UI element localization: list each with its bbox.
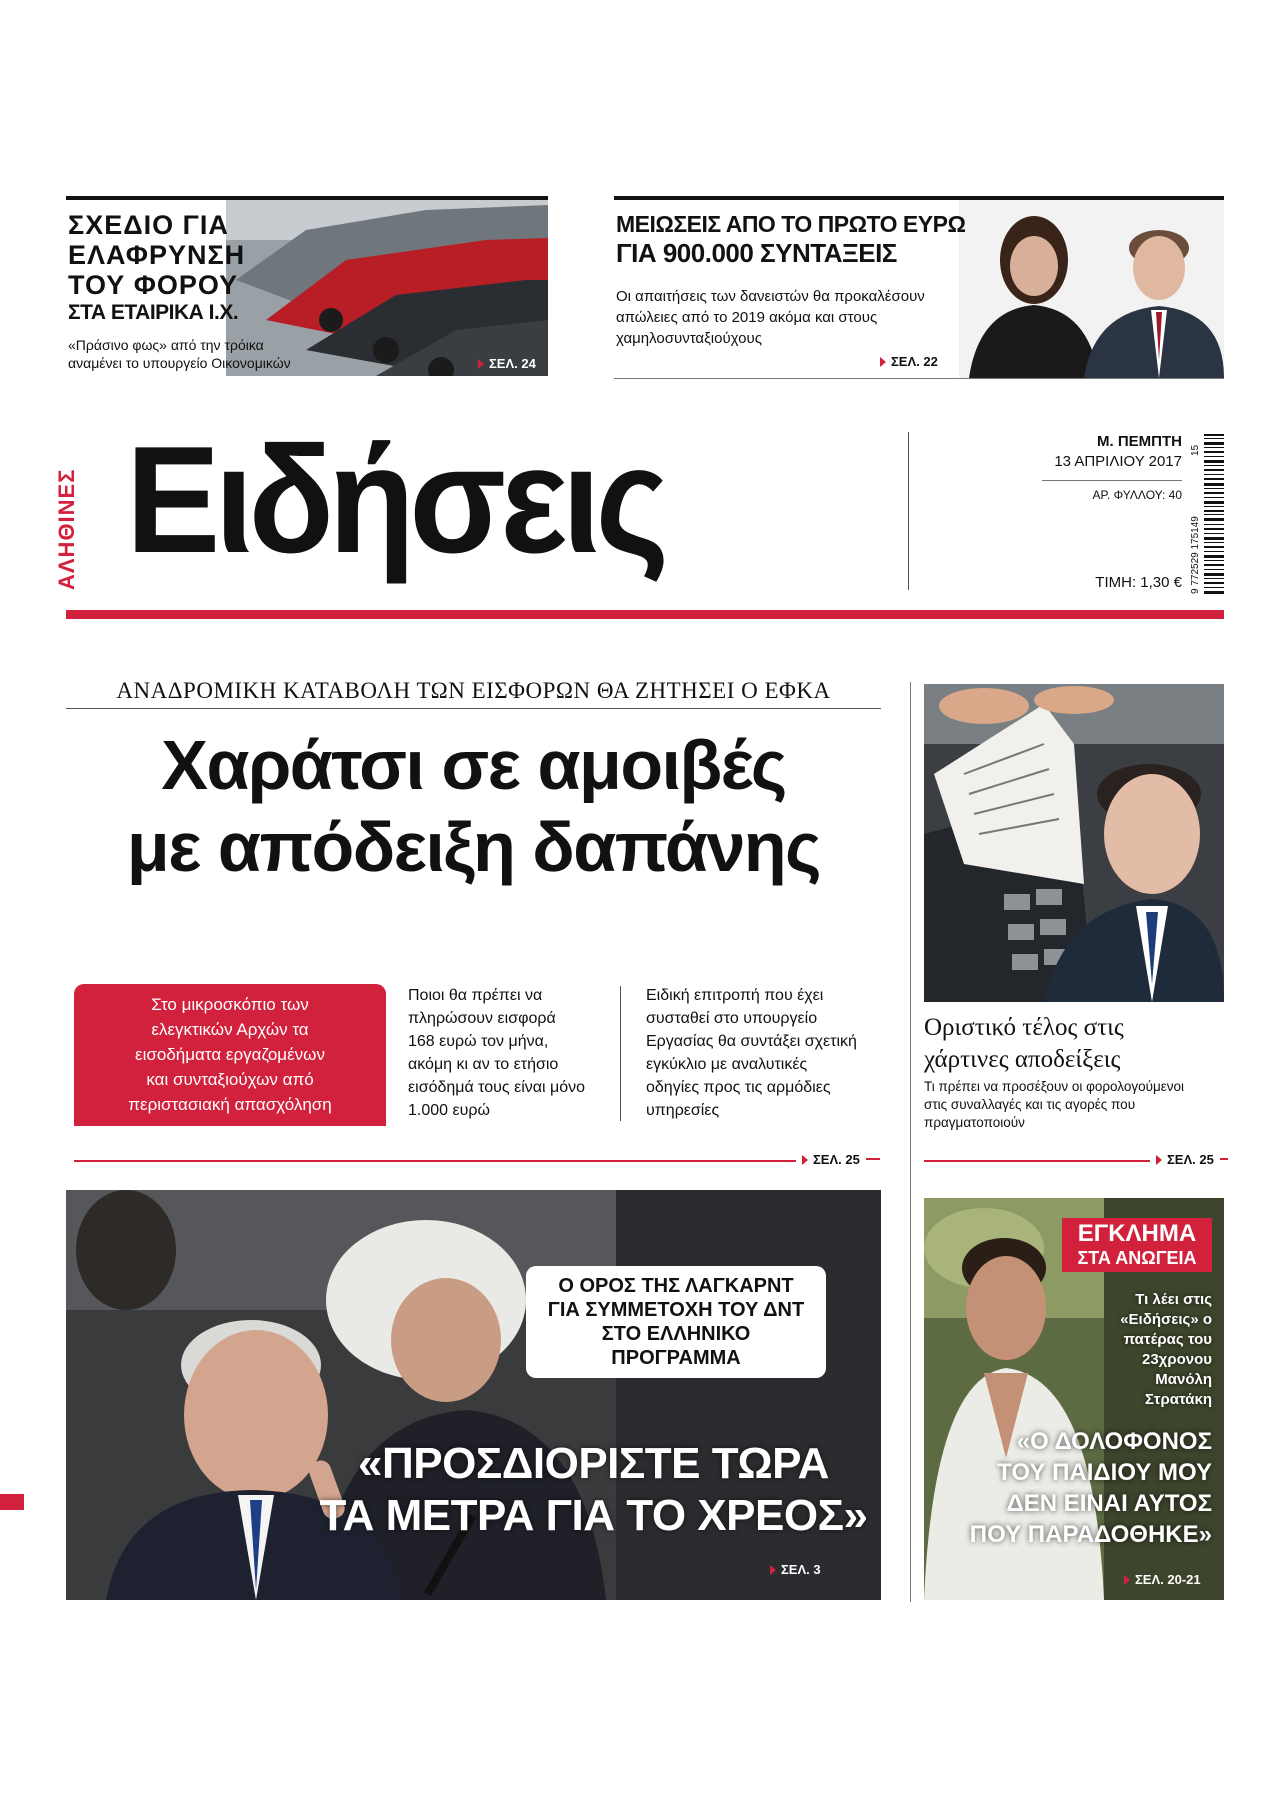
teaser-pensions-page-ref[interactable]: ΣΕΛ. 22 — [880, 354, 938, 369]
red-box-line-1: Στο μικροσκόπιο των — [151, 995, 309, 1014]
masthead-prefix: ΑΛΗΘΙΝΕΣ — [54, 468, 79, 590]
teaser-cars-title-3: ΤΟΥ ΦΟΡΟΥ — [68, 270, 239, 300]
crime-story[interactable] — [924, 1198, 1224, 1600]
col1-line: 168 ευρώ τον μήνα, — [408, 1033, 549, 1050]
col1-line: εισόδημά τους είναι μόνο — [408, 1079, 586, 1096]
teaser-cars-sub-2: αναμένει το υπουργείο Οικονομικών — [68, 355, 291, 371]
receipts-sub-1: Τι πρέπει να προσέξουν οι φορολογούμενοι — [924, 1079, 1185, 1094]
col2-line: συσταθεί στο υπουργείο — [646, 1010, 818, 1027]
crime-intro-line: Στρατάκη — [1145, 1391, 1212, 1408]
receipts-title-2: χάρτινες αποδείξεις — [924, 1046, 1121, 1073]
masthead-date: 13 ΑΠΡΙΛΙΟΥ 2017 — [1054, 453, 1182, 470]
imf-quote-1: «ΠΡΟΣΔΙΟΡΙΣΤΕ ΤΩΡΑ — [358, 1439, 829, 1488]
masthead-issue: ΑΡ. ΦΥΛΛΟΥ: 40 — [1092, 488, 1182, 502]
teaser-pensions-title-1: ΜΕΙΩΣΕΙΣ ΑΠΟ ΤΟ ΠΡΩΤΟ ΕΥΡΩ — [616, 211, 966, 237]
crime-page-ref[interactable]: ΣΕΛ. 20-21 — [1124, 1572, 1201, 1587]
kicker-rule — [66, 708, 881, 709]
arrow-right-icon — [880, 357, 886, 367]
teaser-cars-page-ref[interactable]: ΣΕΛ. 24 — [478, 356, 536, 371]
col2-line: Ειδική επιτροπή που έχει — [646, 987, 824, 1004]
dash-mark — [866, 1158, 880, 1160]
masthead — [54, 415, 1224, 620]
crime-intro-line: Μανόλη — [1155, 1371, 1212, 1388]
imf-box-line-1: Ο ΟΡΟΣ ΤΗΣ ΛΑΓΚΑΡΝΤ — [558, 1275, 794, 1297]
crime-intro-line: 23χρονου — [1142, 1351, 1212, 1368]
teaser-pensions-sub-1: Οι απαιτήσεις των δανειστών θα προκαλέσουν — [616, 288, 925, 305]
lead-col-divider — [620, 986, 621, 1121]
imf-box — [526, 1266, 826, 1378]
imf-story[interactable] — [66, 1190, 881, 1600]
col2-line: εγκύκλιο με αναλυτικές — [646, 1056, 808, 1073]
teaser-pensions-sub-3: χαμηλοσυνταξιούχους — [616, 330, 762, 347]
masthead-price: ΤΙΜΗ: 1,30 € — [1095, 574, 1182, 591]
receipts-title-1: Οριστικό τέλος στις — [924, 1014, 1124, 1041]
red-box-line-4: και συνταξιούχων από — [146, 1070, 314, 1089]
imf-quote-2: ΤΑ ΜΕΤΡΑ ΓΙΑ ΤΟ ΧΡΕΟΣ» — [319, 1491, 868, 1540]
edge-marker — [0, 1494, 24, 1510]
lead-col-2 — [646, 984, 876, 1122]
teaser-pensions-sub-2: απώλειες από το 2019 ακόμα και στους — [616, 309, 878, 326]
lead-page-ref[interactable]: ΣΕΛ. 25 — [802, 1152, 880, 1167]
masthead-logo[interactable]: Ειδήσεις — [126, 415, 664, 585]
receipts-bottom-rule — [924, 1160, 1150, 1162]
crime-intro-line: πατέρας του — [1123, 1331, 1212, 1348]
teaser-cars-sub-1: «Πράσινο φως» από την τρόικα — [68, 337, 264, 353]
crime-badge — [1062, 1218, 1212, 1272]
red-box-line-3: εισοδήματα εργαζομένων — [135, 1045, 325, 1064]
col2-line: οδηγίες προς τις αρμόδιες — [646, 1079, 831, 1096]
dash-mark — [1220, 1158, 1228, 1160]
crime-quote-line-3: ΔΕΝ ΕΙΝΑΙ ΑΥΤΟΣ — [1006, 1490, 1212, 1517]
crime-quote-line-2: ΤΟΥ ΠΑΙΔΙΟΥ ΜΟΥ — [997, 1459, 1212, 1486]
lead-kicker: ΑΝΑΔΡΟΜΙΚΗ ΚΑΤΑΒΟΛΗ ΤΩΝ ΕΙΣΦΟΡΩΝ ΘΑ ΖΗΤΗΣΕΙ Ο ΕΦΚΑ — [116, 678, 831, 703]
col2-line: υπηρεσίες — [646, 1102, 720, 1119]
ministers-photo — [959, 200, 1224, 378]
arrow-right-icon — [478, 359, 484, 369]
barcode-number: 9 772529 175149 — [1190, 516, 1201, 594]
masthead-red-bar — [66, 610, 1224, 619]
receipts-story[interactable] — [924, 684, 1224, 1174]
crime-badge-line-2: ΣΤΑ ΑΝΩΓΕΙΑ — [1077, 1248, 1197, 1268]
crime-badge-line-1: ΕΓΚΛΗΜΑ — [1077, 1220, 1197, 1247]
arrow-right-icon — [1156, 1155, 1162, 1165]
crime-intro-line: Τι λέει στις — [1135, 1291, 1212, 1308]
masthead-rule — [1042, 480, 1182, 481]
col1-line: ακόμη κι αν το ετήσιο — [408, 1056, 559, 1073]
barcode-addon: 15 — [1190, 444, 1201, 456]
col1-line: Ποιοι θα πρέπει να — [408, 987, 543, 1004]
receipts-page-ref[interactable]: ΣΕΛ. 25 — [1156, 1152, 1228, 1167]
teaser-cars-title-1: ΣΧΕΔΙΟ ΓΙΑ — [68, 210, 229, 240]
col1-line: πληρώσουν εισφορά — [408, 1010, 556, 1027]
receipts-sub-2: στις συναλλαγές και τις αγορές που — [924, 1097, 1136, 1112]
lead-col-1 — [408, 984, 598, 1122]
red-box-line-2: ελεγκτικών Αρχών τα — [151, 1020, 309, 1039]
arrow-right-icon — [770, 1565, 776, 1575]
crime-quote-line-1: «Ο ΔΟΛΟΦΟΝΟΣ — [1016, 1428, 1212, 1455]
crime-quote-line-4: ΠΟΥ ΠΑΡΑΔΟΘΗΚΕ» — [969, 1521, 1212, 1548]
lead-headline-2: με απόδειξη δαπάνης — [126, 808, 821, 886]
imf-box-line-2: ΓΙΑ ΣΥΜΜΕΤΟΧΗ ΤΟΥ ΔΝΤ — [547, 1299, 805, 1321]
imf-box-line-3: ΣΤΟ ΕΛΛΗΝΙΚΟ ΠΡΟΓΡΑΜΜΑ — [601, 1323, 751, 1369]
masthead-day: Μ. ΠΕΜΠΤΗ — [1097, 433, 1182, 450]
column-divider — [910, 682, 911, 1602]
teaser-pensions-title-2: ΓΙΑ 900.000 ΣΥΝΤΑΞΕΙΣ — [616, 238, 897, 268]
lead-headline-1: Χαράτσι σε αμοιβές — [161, 726, 786, 804]
imf-page-ref[interactable]: ΣΕΛ. 3 — [770, 1562, 821, 1577]
masthead-divider — [908, 432, 909, 590]
red-box-line-5: περιστασιακή απασχόληση — [128, 1095, 332, 1114]
teaser-cars-title-2: ΕΛΑΦΡΥΝΣΗ — [68, 240, 246, 270]
teaser-pensions[interactable] — [614, 196, 1224, 380]
lead-red-box — [74, 984, 386, 1126]
lead-bottom-rule — [74, 1160, 796, 1162]
lead-story[interactable] — [66, 676, 881, 1166]
receipts-sub-3: πραγματοποιούν — [924, 1115, 1025, 1130]
receipts-photo — [924, 684, 1224, 1002]
col1-line: 1.000 ευρώ — [408, 1102, 490, 1119]
teaser-bottom-rule — [614, 378, 1224, 379]
teaser-cars[interactable] — [66, 196, 548, 380]
crime-intro-line: «Ειδήσεις» ο — [1120, 1311, 1212, 1328]
teaser-cars-title-4: ΣΤΑ ΕΤΑΙΡΙΚΑ Ι.Χ. — [68, 301, 239, 324]
arrow-right-icon — [1124, 1575, 1130, 1585]
col2-line: Εργασίας θα συντάξει σχετική — [646, 1033, 857, 1050]
arrow-right-icon — [802, 1155, 808, 1165]
